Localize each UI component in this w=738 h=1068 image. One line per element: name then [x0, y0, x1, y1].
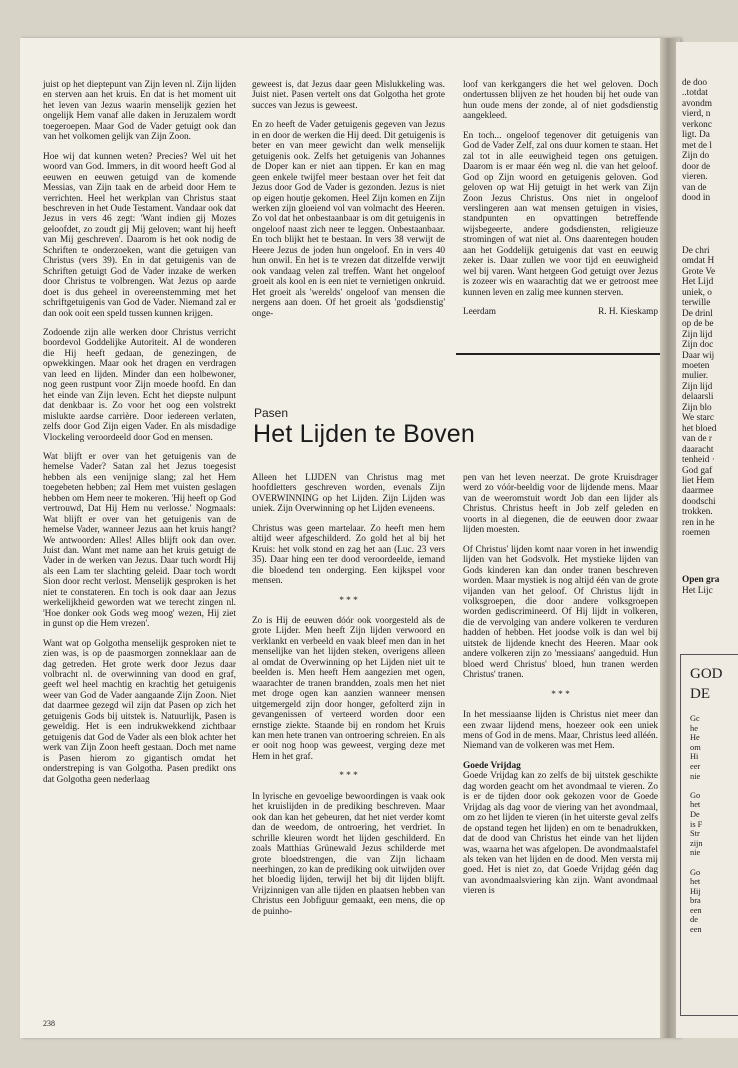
- right-page-box: [680, 654, 738, 1016]
- right-page-box-title: GOD DE: [690, 666, 723, 702]
- paragraph: Zo is Hij de eeuwen dóór ook voorgesteld als de grote Lijder. Men heeft Zijn lijden verwoord en verklankt en verbeeld en vaak bleef men dan in het menselijke van het lijden steken, overigens alleen al omdat de Overwinning op het Lijden niet uit te beelden is. Men heeft Hem aangezien met ogen, waarachter de tranen brandden, zoals men het niet met droge ogen kan aanzien wanneer mensen uitgemergeld zijn door honger, gefolterd zijn in gevangenissen of verteerd worden door een ernstige ziekte. Staande bij en rondom het Kruis kan men hete tranen van ontroering schreien. En als er ooit nog hoop was geweest, verging deze met Hem in het graf.: [252, 615, 445, 762]
- article-kicker: Pasen: [254, 406, 289, 420]
- signature-name: R. H. Kieskamp: [598, 307, 658, 318]
- right-page-text-top: de doo ..totdat avondm vierd, n verkonc ligt. Da met de l Zijn do door de vieren. van de dood in: [682, 78, 712, 203]
- subheading: Goede Vrijdag: [463, 760, 521, 771]
- right-page-open-title: Open gra: [682, 575, 720, 585]
- article2-column-1: [252, 473, 445, 926]
- paragraph: geweest is, dat Jezus daar geen Mislukkeling was. Juist niet. Pasen vertelt ons dat Golgotha het grote succes van Jezus is geweest.: [252, 80, 445, 111]
- section-divider: [456, 353, 660, 355]
- page-number: 238: [43, 1019, 55, 1028]
- paragraph: Wat blijft er over van het getuigenis van de hemelse Vader? Satan zal het Jezus toegesist hebben als een venijnige slang; zal het Hem toegebeten hebben; zal Hem met vuisten geslagen hebben om Hem neer te mokeren. 'Hij heeft op God vertrouwd, Dat Hij Hem nu verlosse.' Nogmaals: Wat blijft er over van het getuigenis van de hemelse Vader, wanneer Jezus aan het kruis hangt? We antwoorden: Alles! Alles blijft ook dan over. Juist dan. Want met name aan het kruis getuigt de Vader in de werken van Jezus. Daar tuch wordt Hij als een Lam ter slachting geleid. Daar toch wordt Sion door recht verlost. Menselijk gesproken is het niet te constateren. En toch is ook daar aan Jezus werkelijkheid geworden wat we terecht zingen nl. 'Hoe donker ook Gods weg moog' wezen, Hij ziet in gunst op die Hem vrezen'.: [43, 451, 236, 630]
- signature-place: Leerdam: [463, 307, 497, 318]
- article2-column-2: [463, 473, 658, 906]
- paragraph: Christus was geen martelaar. Zo heeft men hem altijd weer afgeschilderd. Zo gold het al bij het Kruis: het volk stond en zag het aan (Luc. 23 vers 35). Daar hing een ter dood veroordeelde, iemand die bloedend ten onderging. Een kijkspel voor mensen.: [252, 523, 445, 587]
- article-headline: Het Lijden te Boven: [253, 420, 476, 448]
- paragraph: Goede Vrijdag kan zo zelfs de bij uitstek geschikte dag worden geacht om het avondmaal te vieren. Zo is er de tijden door ook gekozen voor de Goede Vrijdag als dag voor de viering van het avondmaal, om zo het lijden te vieren (in het uiterste geval zelfs de opstand tegen het lijden) en om te benadrukken, dat de dood van Christus het einde van het lijden was, waarna het was afgelopen. De avondmaalstafel als teken van het lijden en de dood. Men versta mij goed. Het is niet zo, dat Goede Vrijdag géén dag van avondmaalsviering kàn zijn. Want avondmaal vieren is: [463, 771, 658, 897]
- right-page-open-subtitle: Het Lijc: [682, 586, 713, 596]
- article-column-3: [463, 80, 658, 318]
- right-page-box-text: Gc he He om Hi eer nie Go het De is F Str zijn nie Go het Hij bra een de een: [690, 714, 703, 935]
- paragraph: loof van kerkgangers die het wel geloven. Doch ondertussen blijven ze het houden bij het oude van hun oude mens der zonde, al of niet godsdienstig aangekleed.: [463, 80, 658, 122]
- section-stars: * * *: [339, 595, 358, 606]
- paragraph: pen van het leven neerzat. De grote Kruisdrager werd zo vóór-beeldig voor de lijdende mens. Maar van de weeromstuit wordt Job dan een lijder als Christus. Christus heeft in Job zelf geleden en voorts in al diegenen, die de eeuwen door zwaar lijden moesten.: [463, 473, 658, 536]
- paragraph: Of Christus' lijden komt naar voren in het inwendig lijden van het Godsvolk. Het mystieke lijden van Gods kinderen kan dan onder tranen beschreven worden. Maar mystiek is nog altijd één van de grote vijanden van het geloof. Of Christus lijdt in volksgroepen, die door andere volksgroepen worden gediscrimineerd. Of Hij lijdt in volkeren, die de vervolging van andere volkeren te verduren hadden of hebben. Het joodse volk is dan wel bij uitstek de lijdende knecht des Heeren. Maar ook andere volkeren zijn zo 'messiaans' aangeduid. Hun bloed werd Christus' bloed, hun tranen werden Christus' tranen.: [463, 544, 658, 681]
- signature: [463, 307, 658, 317]
- paragraph: Alleen het LIJDEN van Christus mag met hoofdletters geschreven worden, evenals Zijn OVERWINNING op het Lijden. Zijn Lijden was uniek. Zijn Overwinning op het Lijden eveneens.: [252, 473, 445, 515]
- paragraph: In het messiaanse lijden is Christus niet meer dan een zwaar lijdend mens, hoezeer ook een uniek mens of God in de mens. Maar, Christus leed alléén. Niemand van de volkeren was met Hem.: [463, 710, 658, 752]
- paragraph: Want wat op Golgotha menselijk gesproken niet te zien was, is op de paasmorgen zonneklaar aan de dag getreden. Het grote werk door Jezus daar volbracht nl. de overwinning van dood en graf, geeft wel heel machtig en krachtig het getuigenis weer van God de Vader aangaande Zijn Zoon. Niet dat daarmee gezegd wil zijn dat Pasen op zich het getuigenis Gods bij uitstek is. Natuurlijk, Pasen is geweldig. Het is een indrukwekkend zichtbaar getuigenis dat God de Vader als een blok achter het werk van Zijn Zoon heeft gestaan. Doch met name is Pasen hierom zo gigantisch omdat het onderstreping is van Golgotha. Pasen predikt ons dat Golgotha geen nederlaag: [43, 638, 236, 785]
- right-page-text-mid: De chri omdat H Grote Ve Het Lijd uniek, o terwille De drinl op de be Zijn lijd Zijn doc Daar wij moeten mulier. Zijn lijd delaarsli Zijn blo We starc het bloed van de r daaracht tenheid · God gaf liet Hem daarmee doodschi trokken. ren in he roemen: [682, 246, 717, 539]
- paragraph: In lyrische en gevoelige bewoordingen is vaak ook het kruislijden in de prediking beschreven. Maar ook dan kan het gebeuren, dat het niet verder komt dan de weedom, de ontroering, het verdriet. In schrille kleuren wordt het lijden geschilderd. En zoals Matthias Grünewald Jezus schilderde met grote bloedstrengen, die van Zijn lichaam neerhingen, zo kan de prediking ook uitwijden over het bloedig lijden, terwijl het bij dit lijden blijft. Vrijzinnigen van alle tijden en plaatsen hebben van Christus een Jobfiguur gemaakt, een mens, die op de puinho-: [252, 791, 445, 917]
- paragraph: Hoe wij dat kunnen weten? Precies? Wel uit het woord van God. Immers, in dit woord heeft God al eeuwen en eeuwen getuigd van de komende Messias, van Zijn taak en de arbeid door Hem te verrichten. Heel het werkplan van Christus staat beschreven in het Oude Testament. Vandaar ook dat Jezus in vers 46 zegt: 'Want indien gij Mozes geloofdet, zo zoudt gij Mij geloven; want hij heeft van Mij geschreven'. Daarom is het ook nodig de Schriften te onderzoeken, want die getuigen van Christus (vers 39). En in dat getuigenis van de Schriften getuigt God de Vader inzake de werken door Christus te volbrengen. Wat Jezus op aarde doet is dus geheel in overeenstemming met het schriftgetuigenis van God de Vader. Niemand zal er dan ook ooit een speld tussen kunnen krijgen.: [43, 151, 236, 319]
- article-column-1: [43, 80, 236, 794]
- right-page: [676, 42, 738, 1038]
- section-stars: * * *: [551, 689, 570, 700]
- article-column-2: [252, 80, 445, 328]
- paragraph: En toch... ongeloof tegenover dit getuigenis van God de Vader Zelf, zal ons duur komen te staan. Het zal tot in alle eeuwigheid tegen ons getuigen. Daarom is er maar één weg nl. die van het geloof. God op Zijn woord en getuigenis geloven. God geloven op wat Hij getuigt in het werk van Zijn Zoon Jezus Christus. Ons niet in ongeloof verslingeren aan wat mensen getuigen in visies, standpunten en opvattingen betreffende wijsbegeerte, andere godsdiensten, religieuze stromingen of wat niet al. Ons daarentegen houden aan het Goddelijk getuigenis dat vast en eeuwig zeker is. Daar zullen we voor tijd en eeuwigheid wel bij varen. Want hetgeen God getuigt over Jezus is zozeer wis en waarachtig dat we er getroost mee kunnen leven en zalig mee kunnen sterven.: [463, 130, 659, 298]
- paragraph: En zo heeft de Vader getuigenis gegeven van Jezus in en door de werken die Hij deed. Dit getuigenis is beter en van meer gewicht dan welk menselijk getuigenis ook. Zelfs het getuigenis van Johannes de Doper kan er niet aan tippen. Er kan en mag geen enkele twijfel meer bestaan over het feit dat Jezus door God de Vader is gezonden. Jezus is niet op eigen houtje gekomen. Heel Zijn komen en Zijn werken zijn gloeiend vol van volmacht des Heeren. Zo vol dat het onbestaanbaar is om dit getuigenis in ongeloof naast zich neer te leggen. Onbestaanbaar. En toch blijkt het te bestaan. In vers 38 verwijt de Heere Jezus de joden hun ongeloof. En in vers 40 hun onwil. En het is te vrezen dat ditzelfde verwijt ook vandaag velen zal treffen. Want het ongeloof groeit als kool en is een niet te vernietigen onkruid. Het groeit als 'werelds' ongeloof van mensen die nergens aan doen. Of het groeit als 'godsdienstig' onge-: [252, 120, 445, 319]
- paragraph: Zodoende zijn alle werken door Christus verricht boordevol Goddelijke Autoriteit. Al de wonderen die Hij heeft gedaan, de genezingen, de opwekkingen. Maar ook het dragen en verdragen van leed en lijden. Minder dan een holbewoner, nog geen rustpunt voor Zijn moede hoofd. En dan het einde van Zijn leven. Echt het diepste nulpunt dat denkbaar is. Zo voor het oog een volstrekt mislukte aardse carrière. Door iedereen verlaten, zelfs door God Zijn eigen Vader. En als misdadige Vlockeling veroordeeld door God en mensen.: [43, 327, 236, 443]
- paragraph: juist op het dieptepunt van Zijn leven nl. Zijn lijden en sterven aan het kruis. En dat is het moment uit het leven van Jezus waarin menselijk gezien het ongelijk Hem vanaf alle daken in Jeruzalem wordt toegeroepen. Maar God de Vader getuigt ook dan van het volkomen gelijk van Zijn Zoon.: [43, 80, 236, 143]
- section-stars: * * *: [339, 771, 358, 782]
